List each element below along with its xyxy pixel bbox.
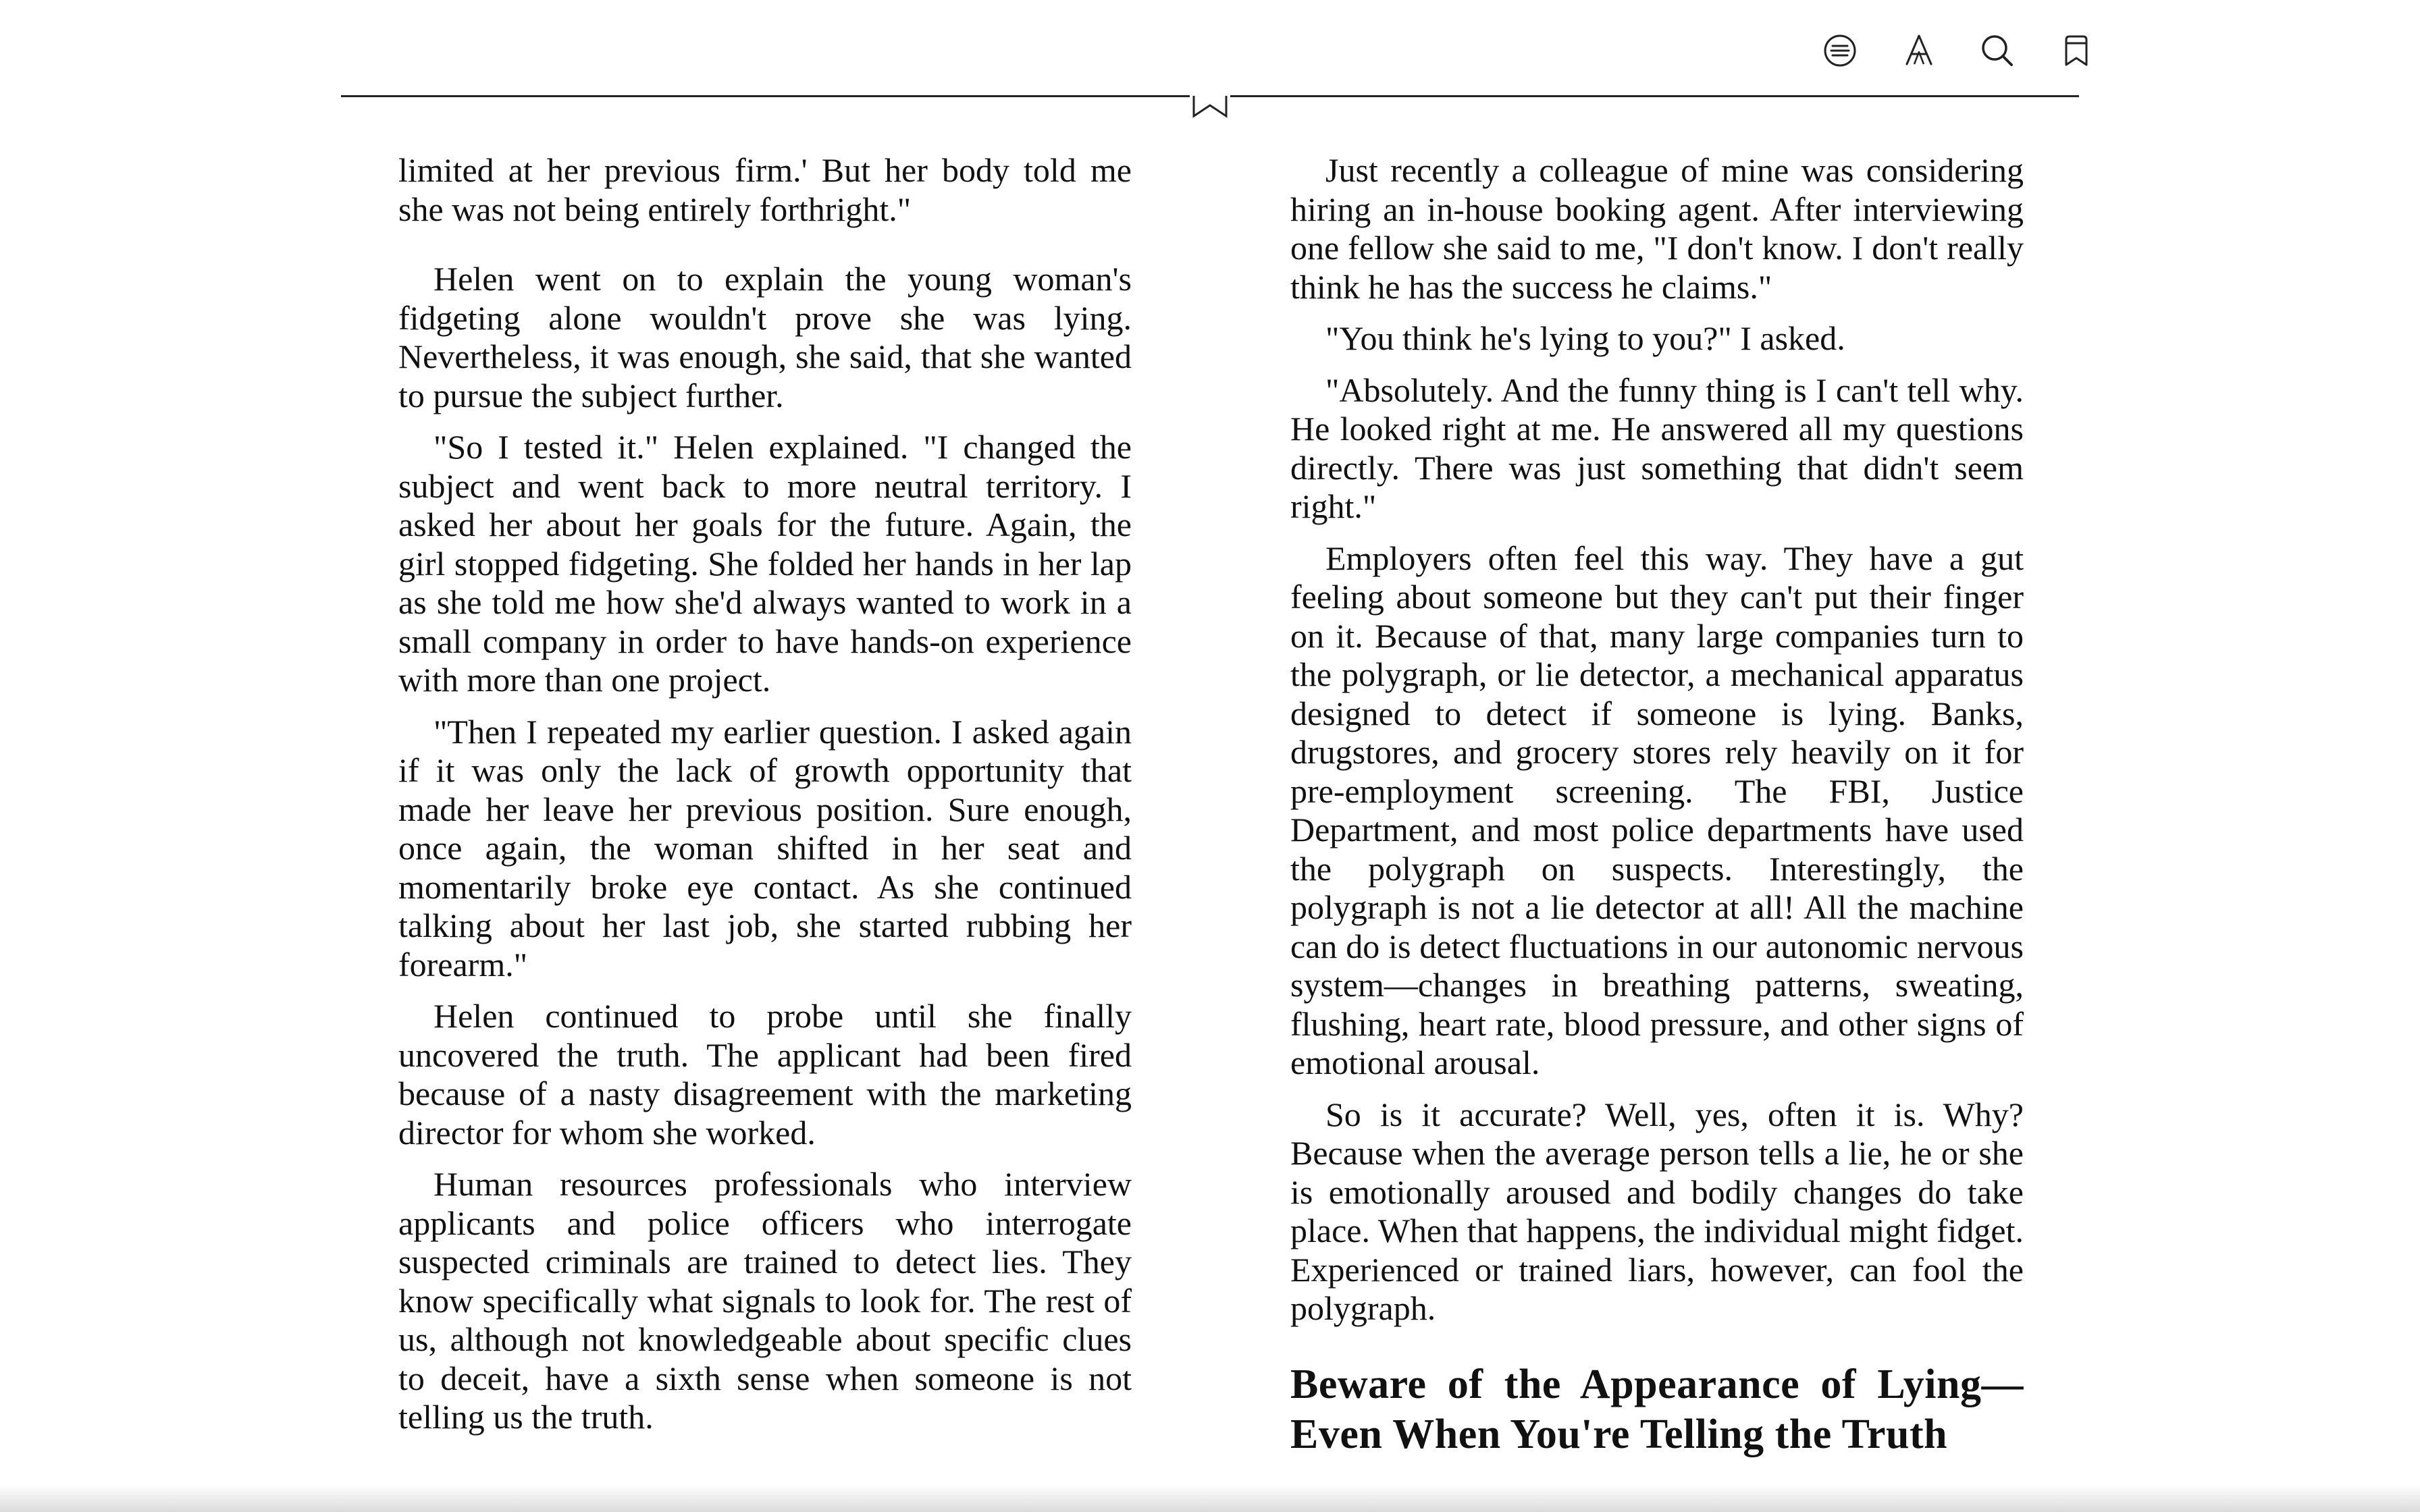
appearance-button[interactable] xyxy=(1895,27,1943,74)
search-icon xyxy=(1978,32,2016,70)
right-page xyxy=(1290,151,2024,1459)
appearance-icon xyxy=(1900,32,1938,70)
paragraph: "So I tested it." Helen explained. "I changed the subject and went back to more neutral territory. I asked her about her goals for the future. Again, the girl stopped fidgeting. She folded her hands in her lap as she told me how she'd always wanted to work in a small company in order to have hands-on experience with more than one project. xyxy=(398,428,1132,699)
paragraph: "Then I repeated my earlier question. I asked again if it was only the lack of growth opportunity that made her leave her previous position. Sure enough, once again, the woman shifted in her seat and momentarily broke eye contact. As she continued talking about her last job, she started rubbing her forearm." xyxy=(398,712,1132,983)
paragraph: Helen went on to explain the young woman's fidgeting alone wouldn't prove she was lying. Nevertheless, it was enough, she said, that she wanted to pursue the subject further. xyxy=(398,260,1132,414)
bookmarks-button[interactable] xyxy=(2053,27,2100,74)
bottom-shadow xyxy=(0,1485,2420,1512)
paragraph: Employers often feel this way. They have a gut feeling about someone but they can't put their finger on it. Because of that, many large companies turn to the polygraph, or lie detector, a mechanical apparatus designed to detect if someone is lying. Banks, drugstores, and grocery stores rely heavily on it for pre-employment screening. The FBI, Justice Department, and most police departments have used the polygraph on suspects. Interestingly, the polygraph is not a lie detector at all! All the machine can do is detect fluctuations in our autonomic nervous system—changes in breathing patterns, sweating, flushing, heart rate, blood pressure, and other signs of emotional arousal. xyxy=(1290,539,2024,1081)
paragraph: Just recently a colleague of mine was considering hiring an in-house booking agent. After interviewing one fellow she said to me, "I don't know. I don't really think he has the success he claims." xyxy=(1290,151,2024,306)
search-button[interactable] xyxy=(1974,27,2021,74)
paragraph: "Absolutely. And the funny thing is I can't tell why. He looked right at me. He answered all my questions directly. There was just something that didn't seem right." xyxy=(1290,371,2024,525)
paragraph: "You think he's lying to you?" I asked. xyxy=(1325,319,1845,357)
table-of-contents-button[interactable] xyxy=(1816,27,1864,74)
left-page xyxy=(398,151,1132,1450)
bookmark-icon xyxy=(2057,32,2095,70)
contents-icon xyxy=(1821,32,1859,70)
paragraph: Helen continued to probe until she finally uncovered the truth. The applicant had been fired because of a nasty disagreement with the marketing director for whom she worked. xyxy=(398,997,1132,1152)
section-heading: Beware of the Appearance of Lying—Even When You're Telling the Truth xyxy=(1290,1361,2024,1457)
paragraph: So is it accurate? Well, yes, often it is. Why? Because when the average person tells a lie, he or she is emotionally aroused and bodily changes do take place. When that happens, the individual might fidget. Experienced or trained liars, however, can fool the polygraph. xyxy=(1290,1095,2024,1327)
reader-toolbar xyxy=(1816,27,2100,74)
bookmark-ribbon-icon[interactable] xyxy=(1190,92,1230,120)
paragraph: Human resources professionals who interview applicants and police officers who interrogate suspected criminals are trained to detect lies. They know specifically what signals to look for. The rest of us, although not knowledgeable about specific clues to deceit, have a sixth sense when someone is not telling us the truth. xyxy=(398,1165,1132,1436)
paragraph: limited at her previous firm.' But her body told me she was not being entirely forthright." xyxy=(398,151,1132,228)
